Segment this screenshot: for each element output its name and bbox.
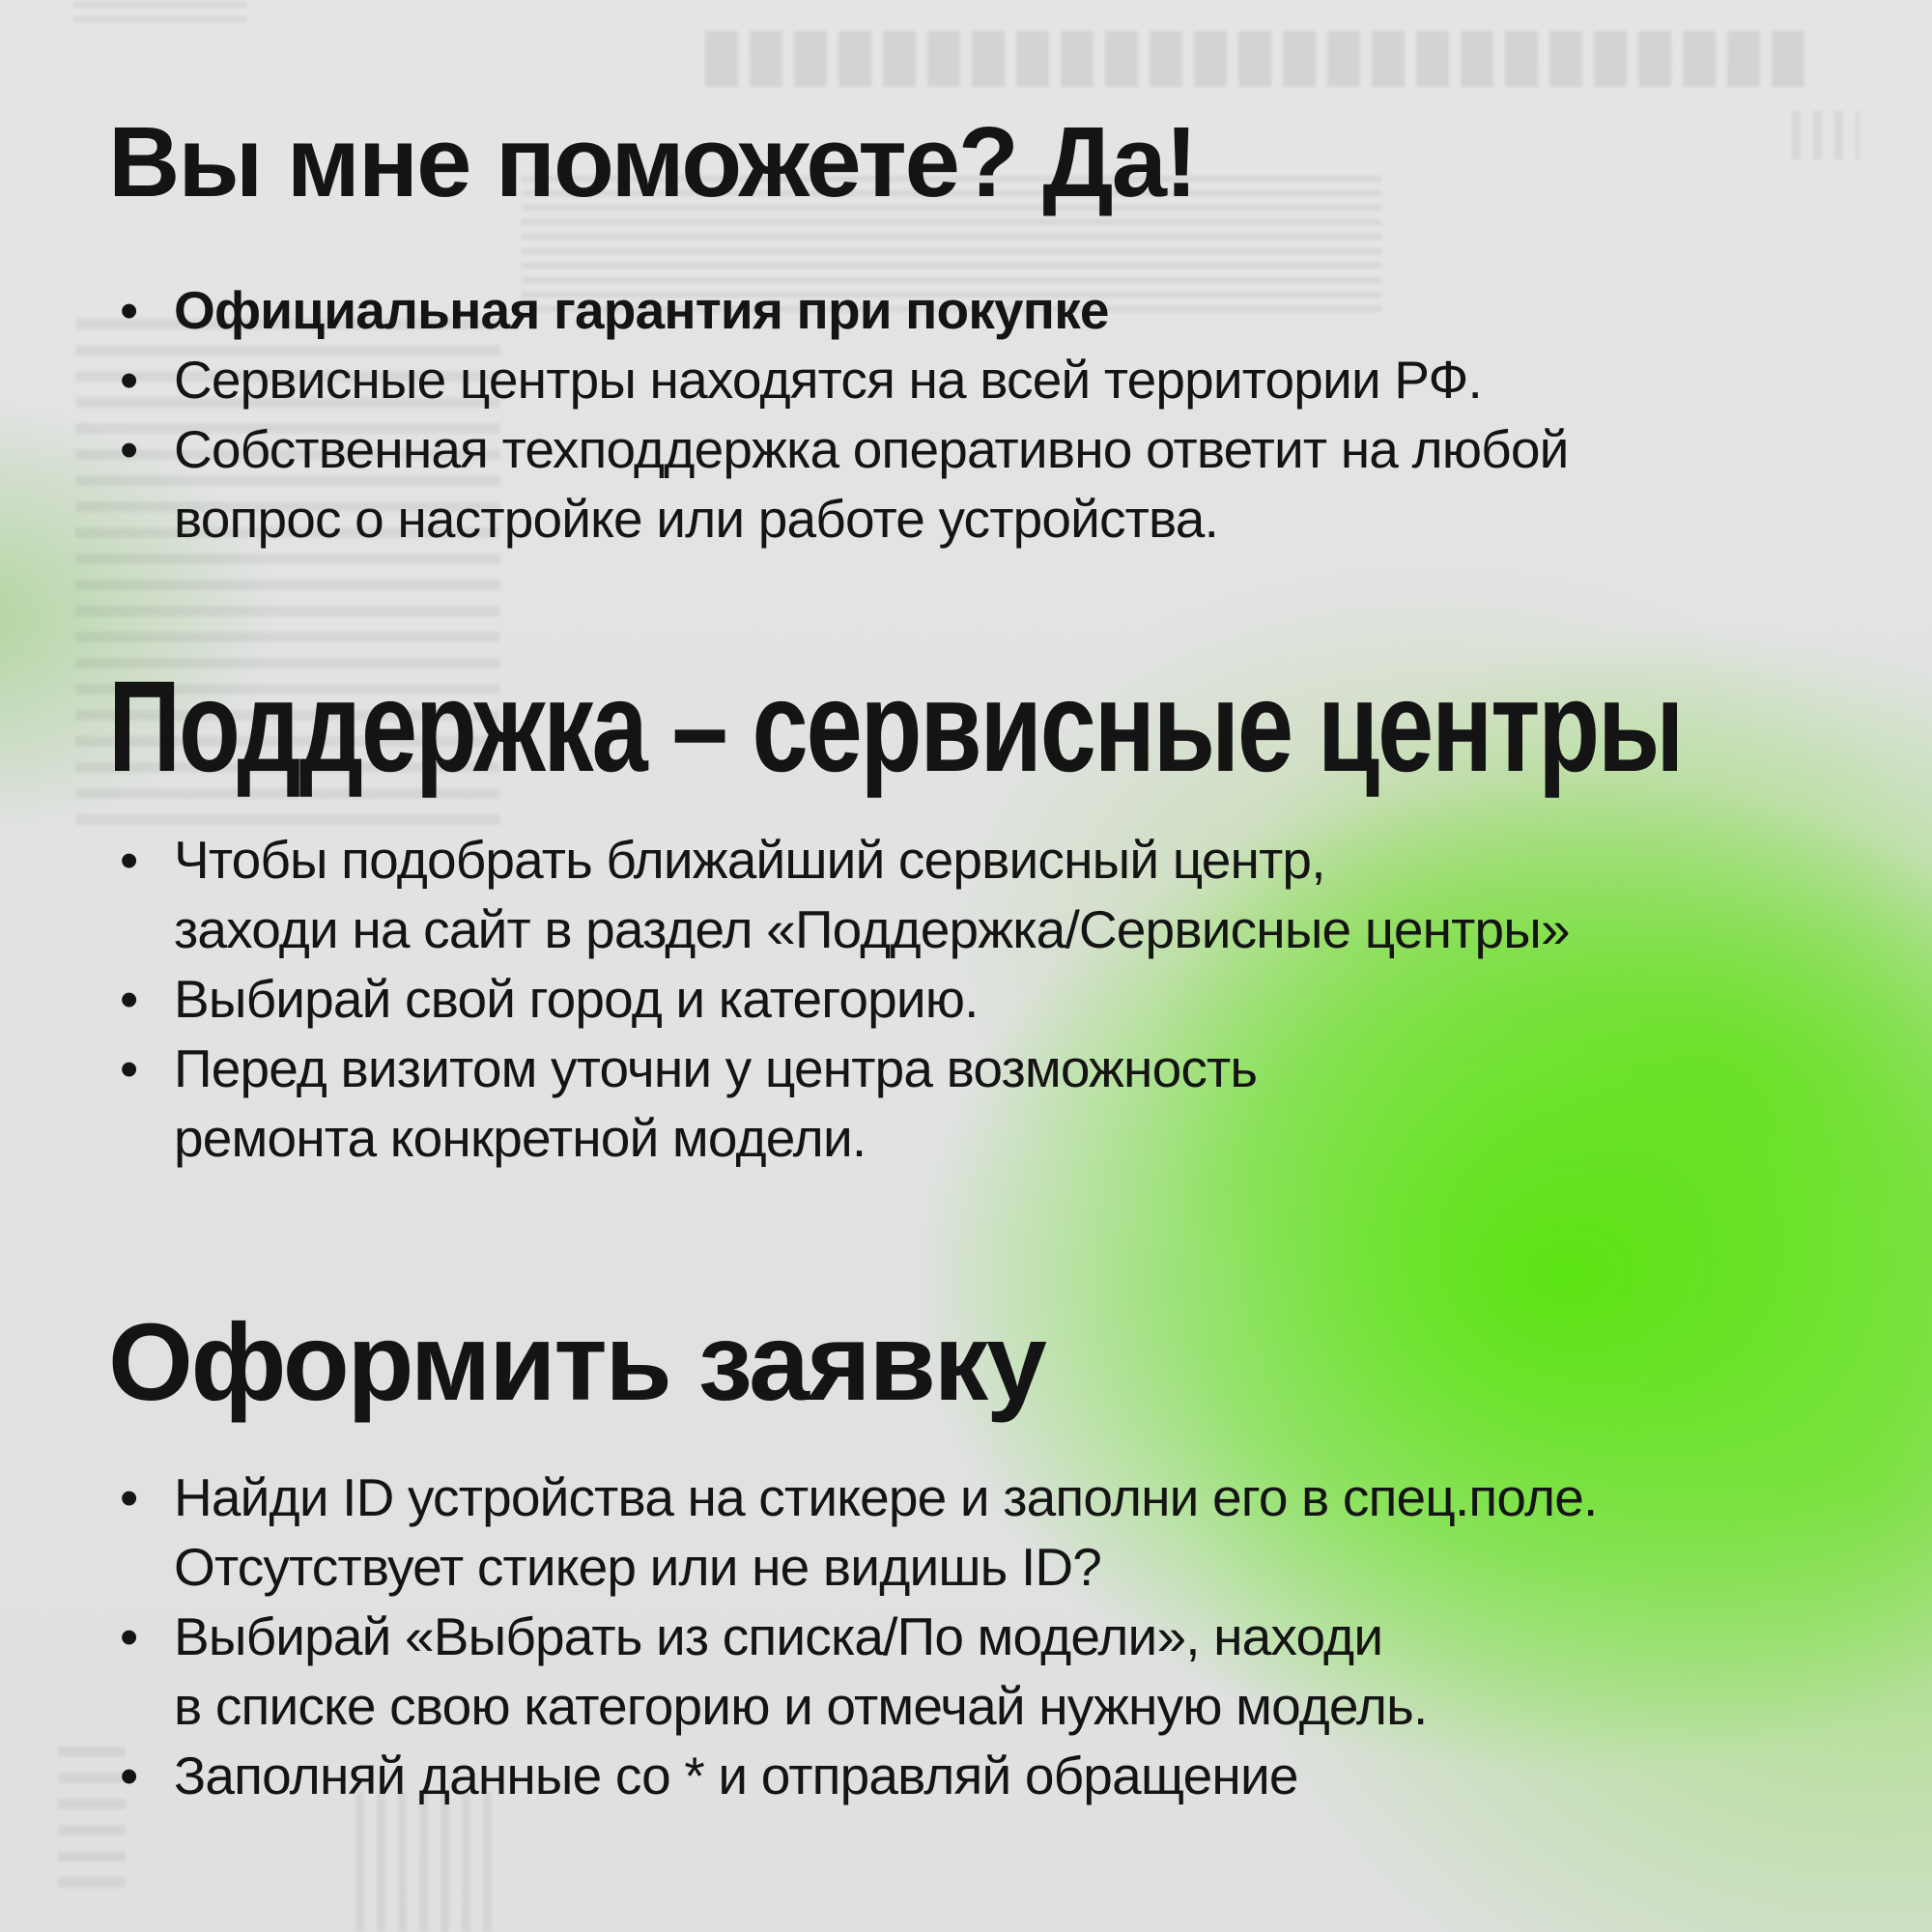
list-line: Официальная гарантия при покупке bbox=[174, 280, 1109, 340]
list-line: Заполняй данные со * и отправляй обращение bbox=[174, 1746, 1298, 1805]
list-item bbox=[106, 1463, 1874, 1602]
list-line: ремонта конкретной модели. bbox=[174, 1108, 867, 1168]
list-line: заходи на сайт в раздел «Поддержка/Сервисные центры» bbox=[174, 899, 1570, 959]
bullet-marker: • bbox=[120, 830, 138, 890]
list-item bbox=[106, 1602, 1874, 1741]
ghost-texture-top-left bbox=[72, 2, 246, 23]
bullet-list-submit-request bbox=[106, 1463, 1874, 1810]
bullet-marker: • bbox=[120, 1746, 138, 1805]
bullet-list-service-centers bbox=[106, 825, 1874, 1173]
list-item bbox=[106, 275, 1874, 345]
list-item bbox=[106, 345, 1874, 414]
list-item bbox=[106, 414, 1874, 554]
ghost-texture-top-right bbox=[1792, 111, 1860, 159]
section-heading-help: Вы мне поможете? Да! bbox=[108, 106, 1197, 217]
list-item bbox=[106, 1034, 1874, 1173]
section-heading-submit-request: Оформить заявку bbox=[108, 1301, 1045, 1423]
bullet-marker: • bbox=[120, 280, 138, 340]
list-line: Найди ID устройства на стикере и заполни его в спец.поле. bbox=[174, 1467, 1598, 1527]
list-line: Собственная техподдержка оперативно ответит на любой bbox=[174, 419, 1569, 479]
section-heading-service-centers: Поддержка – сервисные центры bbox=[108, 655, 1683, 799]
bullet-marker: • bbox=[120, 969, 138, 1029]
list-item bbox=[106, 964, 1874, 1034]
ghost-texture-top-band bbox=[705, 31, 1816, 87]
list-item bbox=[106, 1741, 1874, 1810]
list-line: Чтобы подобрать ближайший сервисный центр, bbox=[174, 830, 1325, 890]
list-line: Выбирай свой город и категорию. bbox=[174, 969, 979, 1029]
bullet-marker: • bbox=[120, 1467, 138, 1527]
list-line: Перед визитом уточни у центра возможность bbox=[174, 1038, 1258, 1098]
list-line: Выбирай «Выбрать из списка/По модели», находи bbox=[174, 1606, 1383, 1666]
list-line: Отсутствует стикер или не видишь ID? bbox=[174, 1537, 1102, 1597]
bullet-list-warranty bbox=[106, 275, 1874, 554]
list-line: в списке свою категорию и отмечай нужную модель. bbox=[174, 1676, 1428, 1736]
list-line: Сервисные центры находятся на всей территории РФ. bbox=[174, 350, 1482, 410]
ghost-texture-bottom-bars bbox=[355, 1792, 500, 1932]
list-item bbox=[106, 825, 1874, 964]
bullet-marker: • bbox=[120, 1606, 138, 1666]
bullet-marker: • bbox=[120, 419, 138, 479]
bullet-marker: • bbox=[120, 350, 138, 410]
list-line: вопрос о настройке или работе устройства. bbox=[174, 489, 1219, 549]
bullet-marker: • bbox=[120, 1038, 138, 1098]
